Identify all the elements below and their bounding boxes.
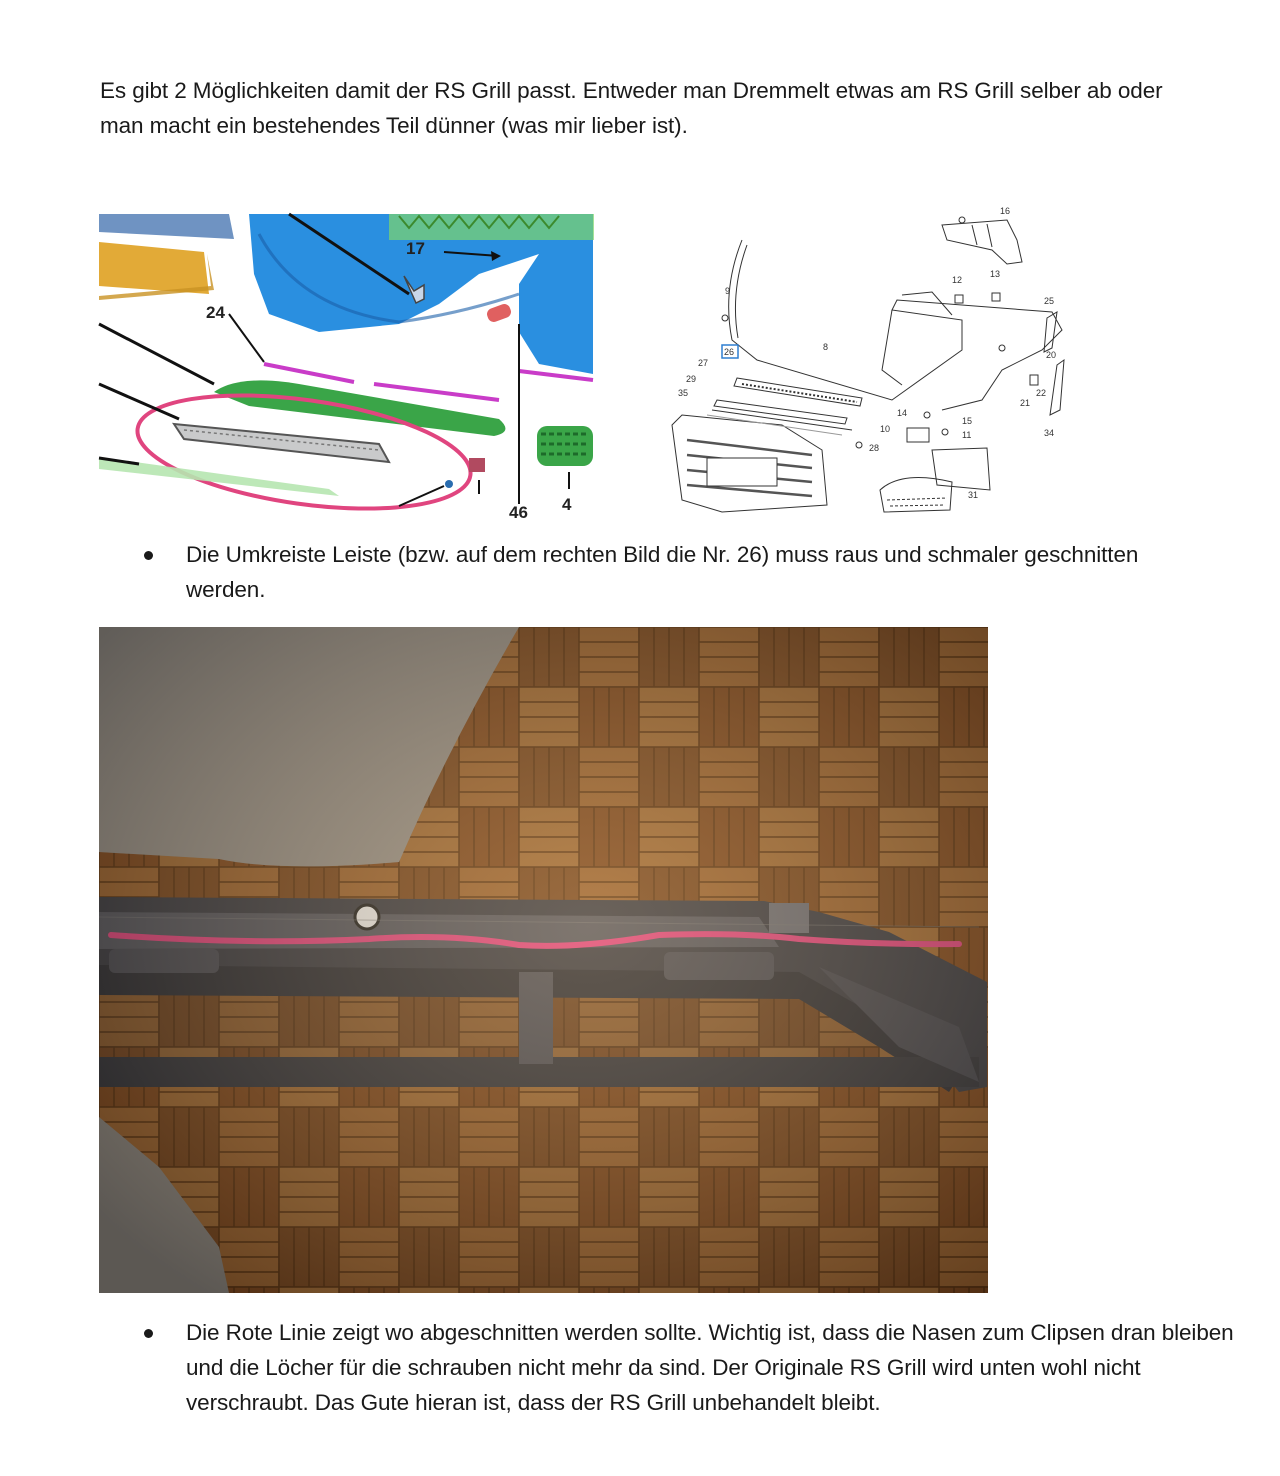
part-21: 21 — [1020, 398, 1031, 408]
part-13: 13 — [990, 269, 1001, 279]
part-14: 14 — [897, 408, 908, 418]
part-8: 8 — [823, 342, 829, 352]
honeycomb-grille — [537, 426, 593, 466]
part-22: 22 — [1036, 388, 1047, 398]
part-11: 11 — [962, 430, 972, 440]
label-46: 46 — [509, 503, 528, 522]
top-left-bracket — [99, 214, 234, 239]
bullet-text-2: Die Rote Linie zeigt wo abgeschnitten werden sollte. Wichtig ist, dass die Nasen zum Clipsen dran bleiben und die Löcher für die schrauben nicht mehr da sind. Der Originale RS Grill wird unten wohl nicht verschraubt. Das Gute hieran ist, dass der RS Grill unbehandelt bleibt. — [186, 1320, 1234, 1415]
part-28: 28 — [869, 443, 880, 453]
label-24: 24 — [206, 303, 225, 322]
parts-diagram-right — [662, 200, 1078, 515]
part-34: 34 — [1044, 428, 1055, 438]
part-20: 20 — [1046, 350, 1057, 360]
part-16: 16 — [1000, 206, 1011, 216]
part-9: 9 — [725, 286, 731, 296]
part-25: 25 — [1044, 296, 1055, 306]
photo-grille-strip — [99, 627, 988, 1293]
part-29: 29 — [686, 374, 697, 384]
part-10: 10 — [880, 424, 891, 434]
intro-paragraph: Es gibt 2 Möglichkeiten damit der RS Grill passt. Entweder man Dremmelt etwas am RS Grill selber ab oder man macht ein bestehendes Teil dünner (was mir lieber ist). — [100, 78, 1163, 138]
label-4: 4 — [562, 495, 572, 514]
yellow-plate — [99, 242, 209, 294]
bullet-marker — [144, 551, 153, 560]
bullet-text-1: Die Umkreiste Leiste (bzw. auf dem rechten Bild die Nr. 26) muss raus und schmaler geschnitten werden. — [186, 542, 1139, 602]
part-35: 35 — [678, 388, 689, 398]
parts-illustration-left — [99, 214, 593, 522]
magenta-strip — [264, 364, 354, 382]
part-15: 15 — [962, 416, 973, 426]
part-26: 26 — [724, 347, 735, 357]
part-12: 12 — [952, 275, 963, 285]
circled-grey-strip — [174, 424, 389, 462]
part-31: 31 — [968, 490, 979, 500]
bullet-marker — [144, 1329, 153, 1338]
label-17: 17 — [406, 239, 425, 258]
part-27: 27 — [698, 358, 709, 368]
